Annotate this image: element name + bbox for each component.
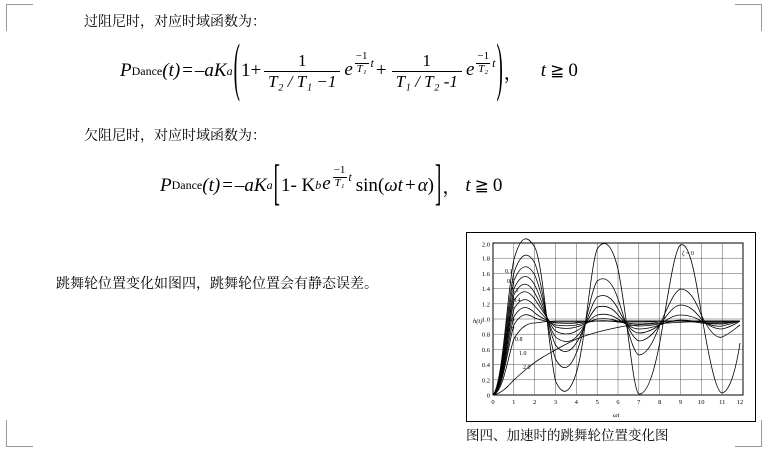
eq2-coef: –aK xyxy=(234,174,267,196)
eq1-equals: = xyxy=(182,60,193,82)
svg-text:0.6: 0.6 xyxy=(481,346,490,354)
eq1-comma: ， xyxy=(503,62,523,84)
svg-text:1: 1 xyxy=(512,399,516,406)
equation-underdamped xyxy=(160,156,503,212)
eq1-open-paren: ( xyxy=(233,33,240,106)
svg-text:11: 11 xyxy=(719,399,726,406)
eq2-exp-base: e xyxy=(322,173,331,195)
svg-text:1.8: 1.8 xyxy=(481,255,490,263)
eq1-lhs-name: P xyxy=(120,60,132,82)
chart-svg xyxy=(467,233,757,423)
chart-annotation-1-0: 1.0 xyxy=(519,351,527,357)
eq1-exp1-pow-den: T₁ xyxy=(356,62,367,75)
svg-text:4: 4 xyxy=(574,399,578,406)
eq1-lhs-sub: Dance xyxy=(131,63,163,78)
eq1-coef-sub: a xyxy=(226,63,233,78)
eq1-exp2-pow-den: T₂ xyxy=(478,62,489,75)
chart-annotation-0-7: 0.7 xyxy=(507,327,515,333)
eq1-exp2-pow-var: t xyxy=(492,55,496,70)
svg-text:1.0: 1.0 xyxy=(481,316,490,324)
svg-text:0: 0 xyxy=(486,392,490,400)
eq1-exp-1 xyxy=(344,50,374,83)
paragraph-figure-reference: 跳舞轮位置变化如图四，跳舞轮位置会有静态误差。 xyxy=(56,276,378,292)
eq2-condition-val: 0 xyxy=(492,174,503,196)
eq1-close-paren: ) xyxy=(496,33,503,106)
svg-text:5: 5 xyxy=(595,399,599,406)
eq1-condition-var: t xyxy=(540,60,547,82)
eq2-exp xyxy=(322,164,352,197)
svg-text:0: 0 xyxy=(491,399,495,406)
eq2-sin-arg1: ωt xyxy=(384,174,403,196)
eq2-sin-open: ( xyxy=(377,174,385,196)
eq1-exp1-base: e xyxy=(344,59,353,81)
eq2-comma: ， xyxy=(442,177,462,198)
svg-text:2.0: 2.0 xyxy=(481,241,490,249)
svg-text:1.4: 1.4 xyxy=(481,286,490,294)
eq2-lhs-arg: (t) xyxy=(202,174,221,196)
svg-text:6: 6 xyxy=(616,399,620,406)
eq1-exp-2 xyxy=(465,50,496,83)
chart-annotation-2-0: 2.0 xyxy=(523,365,531,371)
paragraph-underdamped: 欠阻尼时，对应时域函数为： xyxy=(84,128,266,144)
svg-text:12: 12 xyxy=(736,399,744,406)
eq1-exp1-pow-num: −1 xyxy=(355,50,368,63)
figure-caption: 图四、加速时的跳舞轮位置变化图 xyxy=(466,428,669,444)
eq2-lhs-sub: Dance xyxy=(171,178,203,192)
eq2-exp-pow-num: −1 xyxy=(333,164,346,177)
eq1-condition-op: ≧ xyxy=(550,61,565,81)
eq1-fraction-2 xyxy=(392,52,462,91)
eq2-coef-sub: a xyxy=(266,178,273,192)
svg-text:3: 3 xyxy=(553,399,558,406)
chart-annotation-0-2: 0.2 xyxy=(507,279,515,285)
figure-step-response-chart xyxy=(466,232,756,422)
eq2-condition-op: ≧ xyxy=(474,175,489,195)
eq1-coef: –aK xyxy=(194,60,227,82)
chart-annotation-zeta0: ζ = 0 xyxy=(682,251,694,257)
svg-text:0.8: 0.8 xyxy=(481,331,490,339)
eq2-close-bracket: ] xyxy=(435,156,442,212)
chart-annotation-0-6: 0.6 xyxy=(507,317,515,323)
chart-annotation-0-8: 0.8 xyxy=(515,337,523,343)
chart-annotation-0-5: 0.5 xyxy=(507,307,515,313)
eq2-sin-plus: + xyxy=(404,174,416,196)
svg-text:2: 2 xyxy=(533,399,537,406)
eq1-frac1-den: T₂ / T₁ −1 xyxy=(264,71,340,91)
svg-text:1.2: 1.2 xyxy=(481,301,490,309)
chart-annotation-0-1: 0.1 xyxy=(505,269,513,275)
svg-text:0.4: 0.4 xyxy=(481,362,490,370)
eq1-plus: + xyxy=(375,60,387,82)
eq1-frac2-num: 1 xyxy=(422,51,431,70)
equation-overdamped xyxy=(120,33,578,106)
svg-text:7: 7 xyxy=(637,399,641,406)
eq1-fraction-1 xyxy=(264,52,340,91)
eq2-sin-arg2: α xyxy=(417,174,428,196)
eq1-exp2-pow-num: −1 xyxy=(477,50,490,63)
svg-text:0.2: 0.2 xyxy=(481,377,490,385)
eq2-open-bracket: [ xyxy=(273,156,280,212)
svg-text:9: 9 xyxy=(678,399,683,406)
eq1-lhs-arg: (t) xyxy=(162,60,181,82)
eq2-exp-pow-den: T₁ xyxy=(334,177,345,189)
chart-annotation-0-4: 0.4 xyxy=(513,298,521,304)
chart-ylabel: h(t) xyxy=(473,318,483,325)
svg-text:1.6: 1.6 xyxy=(481,270,490,278)
svg-text:10: 10 xyxy=(698,399,705,406)
eq1-term1: 1+ xyxy=(240,60,262,82)
eq1-frac2-den: T₁ / T₂ -1 xyxy=(392,71,462,91)
eq1-frac1-num: 1 xyxy=(298,51,307,70)
eq1-exp2-base: e xyxy=(465,59,475,81)
eq2-sin: sin xyxy=(355,174,378,196)
eq2-term1: 1- K xyxy=(280,174,316,196)
eq2-term1-sub: b xyxy=(315,178,322,192)
svg-text:8: 8 xyxy=(658,399,662,406)
eq2-exp-pow-var: t xyxy=(348,170,352,184)
eq2-condition-var: t xyxy=(465,174,471,196)
eq1-condition-val: 0 xyxy=(568,60,578,82)
eq2-equals: = xyxy=(222,174,233,196)
chart-xlabel: ωt xyxy=(613,412,620,419)
eq1-exp1-pow-var: t xyxy=(370,55,374,70)
eq2-lhs-name: P xyxy=(160,174,172,196)
paragraph-overdamped: 过阻尼时，对应时域函数为： xyxy=(84,14,266,30)
eq2-sin-close: ) xyxy=(427,174,434,196)
chart-annotation-0-3: 0.3 xyxy=(511,288,519,294)
